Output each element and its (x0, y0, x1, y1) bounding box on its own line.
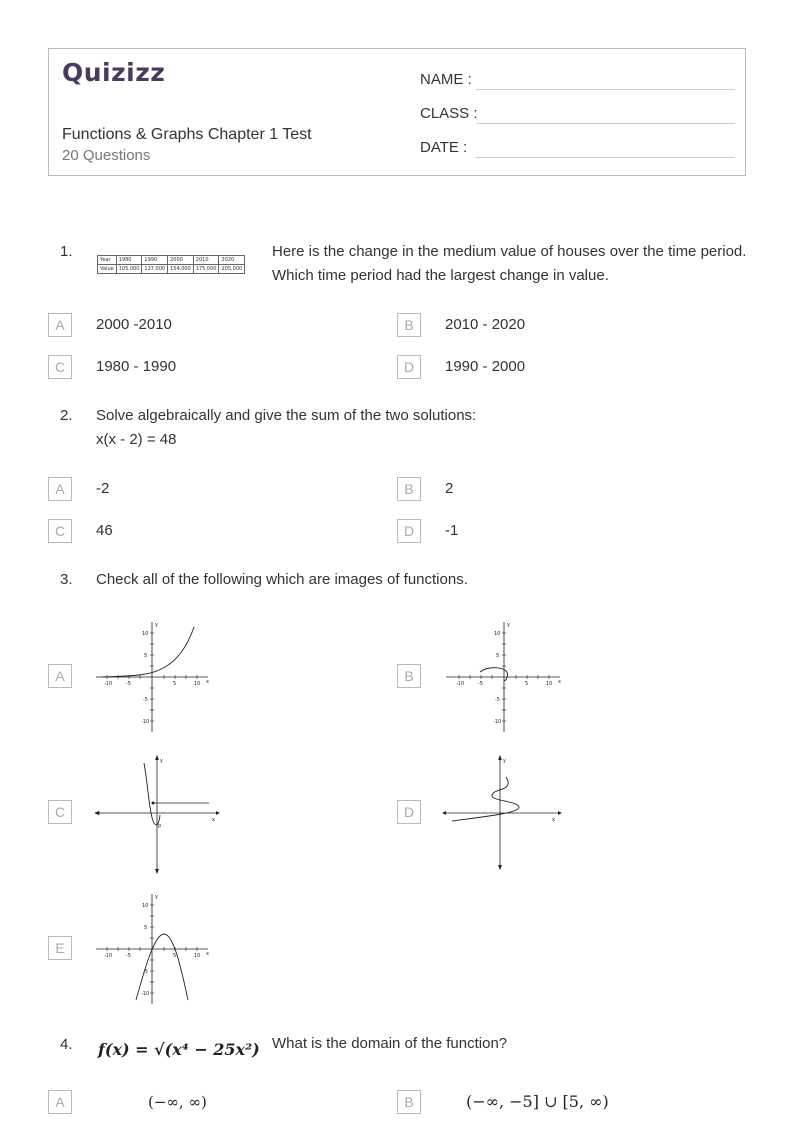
tick-label: -10 (104, 953, 113, 959)
table-row (98, 265, 245, 274)
name-field[interactable] (420, 66, 735, 90)
q3-option-d-box[interactable]: D (397, 800, 421, 824)
tick-label: 10 (194, 681, 201, 687)
tick-label: -5 (126, 953, 131, 959)
class-line[interactable] (476, 123, 735, 124)
q1-option-a-box[interactable]: A (48, 313, 72, 337)
tick-label: 10 (194, 953, 201, 959)
q3-graph-a (94, 620, 212, 739)
date-label: DATE : (420, 139, 468, 156)
table-cell: 175,000 (193, 265, 219, 274)
y-axis-label: y (155, 894, 158, 900)
question-2-text: Solve algebraically and give the sum of the two solutions: (96, 407, 477, 424)
q3-option-e-box[interactable]: E (48, 936, 72, 960)
tick-label: 5 (144, 653, 148, 659)
tick-label: -5 (143, 969, 148, 975)
x-axis-label: x (552, 817, 555, 823)
table-cell: 205,000 (219, 265, 245, 274)
question-3-number: 3. (60, 571, 73, 588)
tick-label: -10 (141, 991, 150, 997)
q3-graph-d (442, 755, 562, 876)
class-field[interactable] (420, 100, 735, 124)
q3-graph-b (444, 620, 564, 739)
quizizz-logo: Quizizz (62, 58, 166, 87)
worksheet-header (48, 48, 746, 176)
point-label: p (158, 823, 162, 829)
q4-option-a-box[interactable]: A (48, 1090, 72, 1114)
tick-label: -5 (495, 697, 500, 703)
q1-option-b-text: 2010 - 2020 (445, 316, 526, 333)
tick-label: 10 (142, 631, 149, 637)
q4-option-b-text: (−∞, −5] ∪ [5, ∞) (466, 1092, 609, 1111)
table-cell: Year (98, 256, 117, 265)
q2-option-c-box[interactable]: C (48, 519, 72, 543)
q1-option-a-text: 2000 -2010 (96, 316, 172, 333)
question-4-text: What is the domain of the function? (272, 1035, 508, 1052)
question-2-number: 2. (60, 407, 73, 424)
q1-option-c-box[interactable]: C (48, 355, 72, 379)
q2-option-d-text: -1 (445, 522, 459, 539)
house-value-table (97, 255, 245, 274)
table-cell: 154,000 (168, 265, 194, 274)
tick-label: -10 (141, 719, 150, 725)
table-cell: 1980 (116, 256, 142, 265)
q1-option-c-text: 1980 - 1990 (96, 358, 177, 375)
q4-option-b-box[interactable]: B (397, 1090, 421, 1114)
q3-graph-e (94, 892, 212, 1011)
q2-option-b-text: 2 (445, 480, 454, 497)
y-axis-label: y (503, 758, 506, 764)
table-cell: Value (98, 265, 117, 274)
name-label: NAME : (420, 71, 472, 88)
q1-option-d-box[interactable]: D (397, 355, 421, 379)
question-4-number: 4. (60, 1036, 73, 1053)
tick-label: 5 (173, 681, 177, 687)
q4-option-a-text: (−∞, ∞) (148, 1093, 207, 1111)
x-axis-label: x (558, 679, 561, 685)
table-cell: 2000 (168, 256, 194, 265)
q3-graph-c (94, 755, 220, 880)
table-cell: 2020 (219, 256, 245, 265)
y-axis-label: y (160, 758, 163, 764)
tick-label: -10 (493, 719, 502, 725)
tick-label: -5 (126, 681, 131, 687)
question-3-text: Check all of the following which are images of functions. (96, 571, 468, 588)
class-label: CLASS : (420, 105, 478, 122)
table-cell: 127,000 (142, 265, 168, 274)
question-2-equation: x(x - 2) = 48 (96, 431, 177, 448)
q1-option-d-text: 1990 - 2000 (445, 358, 526, 375)
table-row (98, 256, 245, 265)
tick-label: 5 (144, 925, 148, 931)
test-title: Functions & Graphs Chapter 1 Test (62, 126, 312, 143)
tick-label: -10 (456, 681, 465, 687)
x-axis-label: x (206, 679, 209, 685)
q3-option-c-box[interactable]: C (48, 800, 72, 824)
tick-label: -10 (104, 681, 113, 687)
tick-label: 5 (496, 653, 500, 659)
q2-option-a-text: -2 (96, 480, 110, 497)
tick-label: 10 (546, 681, 553, 687)
question-1-text: Here is the change in the medium value of houses over the time period. Which time period had the largest change in value. (272, 243, 747, 284)
table-cell: 105,000 (116, 265, 142, 274)
x-axis-label: x (206, 951, 209, 957)
y-axis-label: y (155, 622, 158, 628)
tick-label: 10 (494, 631, 501, 637)
q2-option-d-box[interactable]: D (397, 519, 421, 543)
q1-option-b-box[interactable]: B (397, 313, 421, 337)
q3-option-a-box[interactable]: A (48, 664, 72, 688)
tick-label: -5 (143, 697, 148, 703)
tick-label: 5 (525, 681, 529, 687)
table-cell: 1990 (142, 256, 168, 265)
q2-option-a-box[interactable]: A (48, 477, 72, 501)
name-line[interactable] (476, 89, 735, 90)
q2-option-c-text: 46 (96, 522, 113, 539)
x-axis-label: x (212, 817, 215, 823)
y-axis-label: y (507, 622, 510, 628)
q2-option-b-box[interactable]: B (397, 477, 421, 501)
tick-label: 10 (142, 903, 149, 909)
table-cell: 2010 (193, 256, 219, 265)
date-line[interactable] (476, 157, 735, 158)
question-4-formula: f(x) = √(x⁴ − 25x²) (98, 1040, 260, 1059)
tick-label: -5 (478, 681, 483, 687)
date-field[interactable] (420, 134, 735, 158)
tick-label: 5 (173, 953, 177, 959)
question-1-number: 1. (60, 243, 73, 260)
question-count: 20 Questions (62, 147, 151, 164)
q3-option-b-box[interactable]: B (397, 664, 421, 688)
